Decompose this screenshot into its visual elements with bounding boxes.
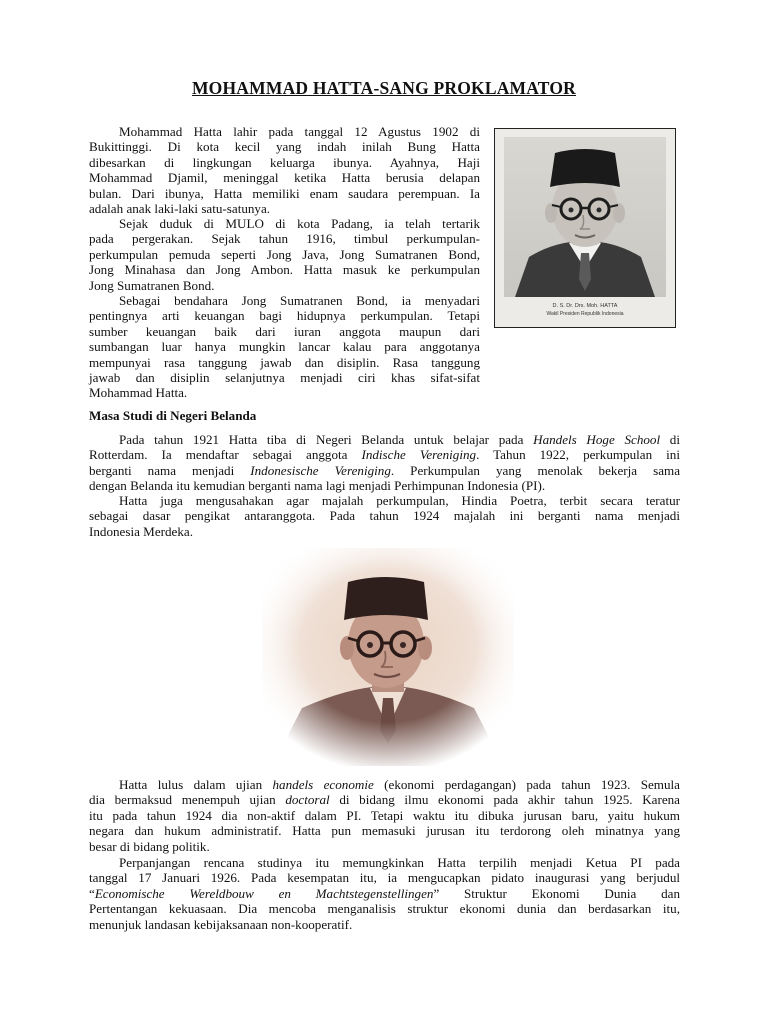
text-line: dengan Belanda itu kemudian berganti nama lagi menjadi Perhimpunan Indonesia (PI). (89, 478, 546, 494)
text-line: Jong Sumatranen Bond. (89, 277, 215, 293)
text-line: negara dan hukum administratif. Hatta pun memasuki jurusan itu terdorong oleh minatnya yang (89, 823, 680, 839)
paragraph-birth (89, 124, 480, 216)
portrait-photo-bw (494, 128, 676, 328)
text-run: ” (433, 885, 440, 901)
text-run: . Perkumpulan yang menolak bekerja sama (390, 462, 681, 478)
text-line: dibesarkan di lingkungan keluarga ibunya. Ayahnya, Haji (89, 154, 480, 170)
text-line: adalah anak laki-laki satu-satunya. (89, 201, 271, 217)
text-run: Hatta lulus dalam ujian (119, 777, 273, 792)
text-run: Struktur Ekonomi Dunia dan (439, 885, 681, 901)
text-line: tanggal 17 Januari 1926. Pada kesempatan itu, ia mengucapkan pidato inaugurasi yang berjudul (89, 870, 680, 886)
text-line (89, 792, 680, 807)
text-line (89, 432, 680, 447)
text-run: Rotterdam. Ia mendaftar sebagai anggota (89, 447, 362, 463)
text-italic: Handels Hoge School (533, 432, 661, 447)
text-line: besar di bidang politik. (89, 838, 210, 854)
text-line: Indonesia Merdeka. (89, 523, 193, 539)
text-line (89, 447, 680, 462)
text-line: Mohammad Hatta. (89, 385, 188, 401)
paragraph-exams (89, 777, 680, 854)
page-title: MOHAMMAD HATTA-SANG PROKLAMATOR (191, 78, 577, 98)
text-line: menunjuk landasan kebijaksanaan non-kooperatif. (89, 916, 353, 932)
text-run: dia bermaksud menempuh ujian (89, 792, 286, 808)
text-line: sumbangan luar hanya mungkin lancar kalau para anggotanya (89, 339, 480, 355)
text-line: Sebagai bendahara Jong Sumatranen Bond, ia menyadari (119, 293, 480, 308)
section-heading: Masa Studi di Negeri Belanda (89, 408, 257, 423)
text-line (89, 777, 680, 792)
text-run: Pada tahun 1921 Hatta tiba di Negeri Belanda untuk belajar pada (119, 432, 534, 447)
text-line: sumber keuangan baik dari iuran anggota maupun dari (89, 323, 480, 339)
text-italic: Indische Vereniging (361, 447, 477, 463)
text-line: jawab dan disiplin selanjutnya menjadi ciri khas sifat-sifat (89, 370, 480, 386)
text-line: pentingnya arti keuangan bagi hidupnya perkumpulan. Tetapi (89, 308, 480, 324)
text-run: “ (89, 885, 95, 901)
photo-caption-line: Wakil Presiden Republik Indonesia (546, 311, 624, 317)
photo-caption-line: D. S. Dr. Drs. Moh. HATTA (552, 303, 618, 309)
text-line: Bukittinggi. Di kota kecil yang indah inilah Bung Hatta (89, 139, 480, 155)
text-line: Jong Minahasa dan Jong Ambon. Hatta masuk ke perkumpulan (89, 262, 480, 278)
text-run: berganti nama menjadi (89, 462, 251, 478)
text-line: perkumpulan pemuda seperti Jong Java, Jong Sumatranen Bond, (89, 246, 480, 262)
text-run: di (660, 432, 680, 447)
text-line: Perpanjangan rencana studinya itu memungkinkan Hatta terpilih menjadi Ketua PI pada (119, 855, 680, 870)
paragraph-inauguration (89, 855, 680, 932)
paragraph-magazine (89, 493, 680, 539)
text-line: Hatta juga mengusahakan agar majalah perkumpulan, Hindia Poetra, terbit secara teratur (119, 493, 680, 508)
paragraph-treasurer (89, 293, 480, 401)
text-line: itu pada tahun 1924 dia non-aktif dalam PI. Tetapi waktu itu dibuka jurusan baru, yaitu hukum (89, 807, 680, 823)
text-line (89, 463, 680, 478)
text-line: Sejak duduk di MULO di kota Padang, ia telah tertarik (119, 216, 480, 231)
portrait-photo-sepia (262, 548, 514, 766)
text-line (89, 886, 680, 901)
text-line: bulan. Dari ibunya, Hatta memiliki enam saudara perempuan. Ia (89, 185, 480, 201)
text-italic: Economische Wereldbouw en Machtstegenstellingen (94, 885, 434, 901)
text-line: Pertentangan kekuasaan. Dia mencoba menganalisis struktur ekonomi dunia dan berdasarkan itu, (89, 901, 680, 917)
text-line: sebagai dasar pengikat antaranggota. Pada tahun 1924 majalah ini berganti nama menjadi (89, 508, 680, 524)
text-line: Mohammad Djamil, meninggal ketika Hatta berusia delapan (89, 170, 480, 186)
text-italic: doctoral (285, 792, 330, 808)
text-line: mempunyai rasa tanggung jawab dan disiplin. Rasa tanggung (89, 354, 480, 370)
paragraph-mulo (89, 216, 480, 293)
text-run: . Tahun 1922, perkumpulan ini (476, 447, 680, 463)
text-run: (ekonomi perdagangan) pada tahun 1923. Semula (373, 777, 680, 792)
text-italic: Indonesische Vereniging (250, 462, 391, 478)
text-line: Mohammad Hatta lahir pada tanggal 12 Agustus 1902 di (119, 124, 480, 139)
paragraph-arrival (89, 432, 680, 494)
text-run: di bidang ilmu ekonomi pada akhir tahun 1925. Karena (329, 792, 680, 808)
text-line: pada pergerakan. Sejak tahun 1916, timbul perkumpulan- (89, 231, 480, 247)
text-italic: handels economie (272, 777, 374, 792)
